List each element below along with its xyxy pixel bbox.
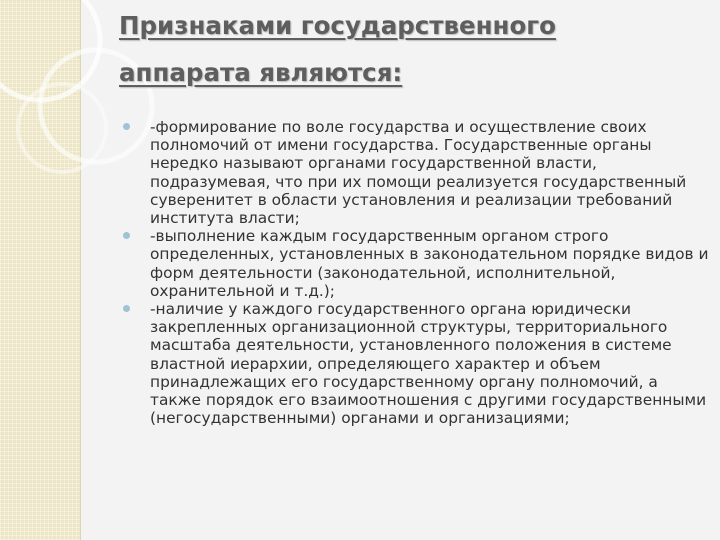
bullet-text: -выполнение каждым государственным органом строго определенных, установленных в законодательном порядке видов и форм деятельности (законодательной, исполнительной, охранительной и т.д.); — [150, 227, 709, 300]
bullet-list — [150, 118, 710, 427]
bullet-text: -наличие у каждого государственного органа юридически закрепленных организационной структуры, территориального масштаба деятельности, установленного положения в системе властной иерархии, определяющего характер и объем принадлежащих его государственному органу полномочий, а также порядок его взаимоотношения с другими государственными (негосударственными) органами и организациями; — [150, 300, 707, 428]
bullet-dot-icon — [123, 305, 130, 312]
slide-title-line-1: Признаками государственного — [119, 11, 556, 40]
bullet-text: -формирование по воле государства и осуществление своих полномочий от имени государства. Государственные органы нередко называют органами государственной власти, подразумевая, что при их помощи реализуется государственный суверенитет в области установления и реализации требований института власти; — [150, 118, 687, 228]
slide-title-line-2: аппарата являются: — [119, 58, 403, 87]
bullet-dot-icon — [123, 123, 130, 130]
bullet-dot-icon — [123, 232, 130, 239]
bullet-item — [150, 300, 710, 427]
bullet-item — [150, 118, 710, 227]
bullet-item — [150, 227, 710, 300]
slide-title — [119, 2, 699, 96]
